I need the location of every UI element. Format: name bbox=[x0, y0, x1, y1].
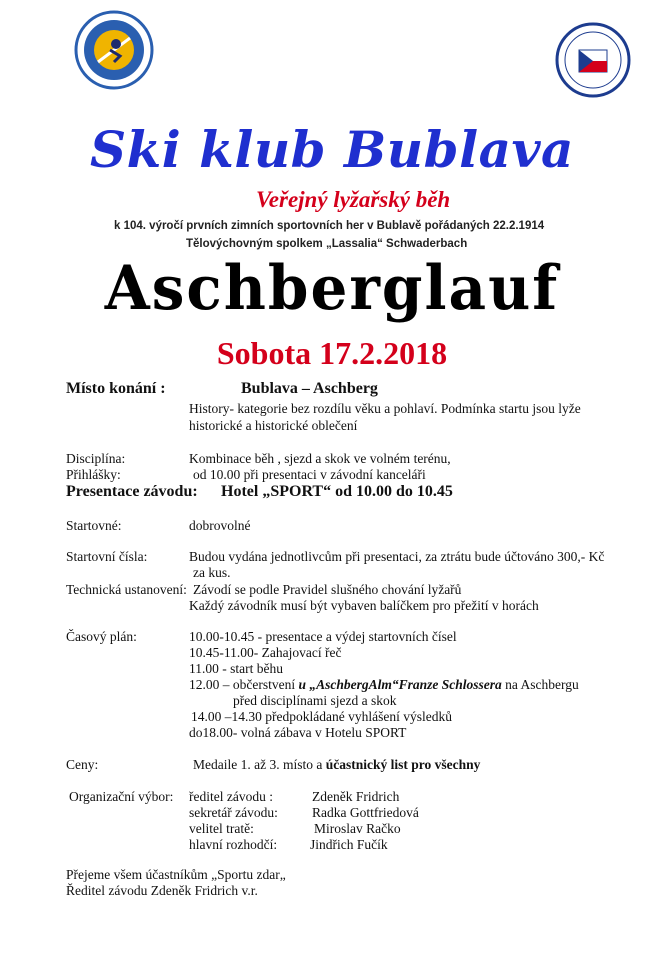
bibs-line2: za kus. bbox=[193, 565, 231, 580]
schedule-time: 14.00 –14.30 bbox=[191, 709, 262, 724]
committee-role: hlavní rozhodčí: bbox=[189, 837, 278, 852]
presentation-value: Hotel „SPORT“ od 10.00 do 10.45 bbox=[221, 483, 453, 500]
event-type: Veřejný lyžařský běh bbox=[256, 187, 451, 212]
ski-klub-badge-icon bbox=[74, 10, 154, 90]
schedule-text: občerstvení bbox=[232, 677, 299, 692]
rules-line2: Každý závodník musí být vybaven balíčkem pro přežití v horách bbox=[189, 598, 539, 613]
committee-role: velitel tratě: bbox=[189, 821, 254, 836]
ski-klub-bublava-logo bbox=[74, 10, 154, 90]
committee-label: Organizační výbor: bbox=[69, 789, 174, 804]
schedule-text: předpokládané vyhlášení výsledků bbox=[265, 709, 452, 724]
prizes-label: Ceny: bbox=[66, 757, 99, 772]
prizes-certificate: účastnický list pro všechny bbox=[325, 757, 481, 772]
organizer-subtitle: Tělovýchovným spolkem „Lassalia“ Schwaderbach bbox=[186, 238, 468, 250]
schedule-place: u „AschbergAlm“Franze Schlossera bbox=[298, 677, 502, 692]
schedule-time: do18.00- bbox=[189, 725, 238, 740]
venue-label: Místo konání : bbox=[66, 380, 166, 397]
bibs-line1: Budou vydána jednotlivcům při presentaci, za ztrátu bude účtováno 300,- Kč bbox=[189, 549, 605, 564]
bibs-label: Startovní čísla: bbox=[66, 549, 148, 564]
schedule-time: 12.00 – bbox=[189, 677, 230, 692]
schedule-text: Zahajovací řeč bbox=[261, 645, 342, 660]
venue-value: Bublava – Aschberg bbox=[241, 380, 378, 397]
schedule-row bbox=[189, 661, 283, 677]
schedule-text: volná zábava v Hotelu SPORT bbox=[240, 725, 407, 740]
committee-name: Jindřich Fučík bbox=[310, 837, 388, 852]
committee-name: Zdeněk Fridrich bbox=[312, 789, 400, 804]
closing-greeting: Přejeme všem účastníkům „Sportu zdar„ bbox=[66, 867, 286, 882]
committee-name: Miroslav Račko bbox=[314, 821, 401, 836]
event-date: Sobota 17.2.2018 bbox=[216, 335, 448, 371]
schedule-time: 10.45-11.00- bbox=[189, 645, 259, 660]
czech-ski-union-logo bbox=[553, 20, 633, 100]
discipline-value: Kombinace běh , sjezd a skok ve volném terénu, bbox=[189, 451, 451, 466]
prizes-medals: Medaile 1. až 3. místo a bbox=[193, 757, 326, 772]
registration-value: od 10.00 při presentaci v závodní kanceláři bbox=[193, 467, 426, 482]
schedule-row bbox=[191, 709, 452, 725]
anniversary-subtitle: k 104. výročí prvních zimních sportovních her v Bublavě pořádaných 22.2.1914 bbox=[114, 220, 545, 232]
fee-value: dobrovolné bbox=[189, 518, 251, 533]
club-name: Ski klub Bublava bbox=[90, 120, 574, 179]
committee-role: ředitel závodu : bbox=[189, 789, 273, 804]
schedule-text: start běhu bbox=[230, 661, 283, 676]
schedule-time: 10.00-10.45 - bbox=[189, 629, 263, 644]
schedule-label: Časový plán: bbox=[66, 629, 137, 644]
schedule-time: 11.00 - bbox=[189, 661, 227, 676]
schedule-row bbox=[189, 629, 457, 645]
schedule-row bbox=[189, 725, 406, 741]
czech-flag-badge-icon bbox=[553, 20, 633, 100]
registration-label: Přihlášky: bbox=[66, 467, 121, 482]
schedule-row bbox=[233, 693, 396, 709]
rules-line1: Závodí se podle Pravidel slušného chování lyžařů bbox=[193, 582, 462, 597]
schedule-text: před disciplínami sjezd a skok bbox=[233, 693, 397, 708]
discipline-label: Disciplína: bbox=[66, 451, 126, 466]
presentation-label: Presentace závodu: bbox=[66, 483, 198, 500]
schedule-row bbox=[189, 677, 579, 693]
venue-note-line2: historické a historické oblečení bbox=[189, 418, 358, 433]
venue-note-line1: History- kategorie bez rozdílu věku a pohlaví. Podmínka startu jsou lyže bbox=[189, 401, 581, 416]
committee-name: Radka Gottfriedová bbox=[312, 805, 419, 820]
race-name: Aschberglauf bbox=[104, 252, 560, 324]
schedule-text: na Aschbergu bbox=[501, 677, 579, 692]
fee-label: Startovné: bbox=[66, 518, 122, 533]
rules-label: Technická ustanovení: bbox=[66, 582, 187, 597]
committee-role: sekretář závodu: bbox=[189, 805, 278, 820]
schedule-text: presentace a výdej startovních čísel bbox=[265, 629, 457, 644]
prizes-value bbox=[193, 757, 480, 773]
schedule-row bbox=[189, 645, 341, 661]
closing-signature: Ředitel závodu Zdeněk Fridrich v.r. bbox=[66, 883, 258, 898]
